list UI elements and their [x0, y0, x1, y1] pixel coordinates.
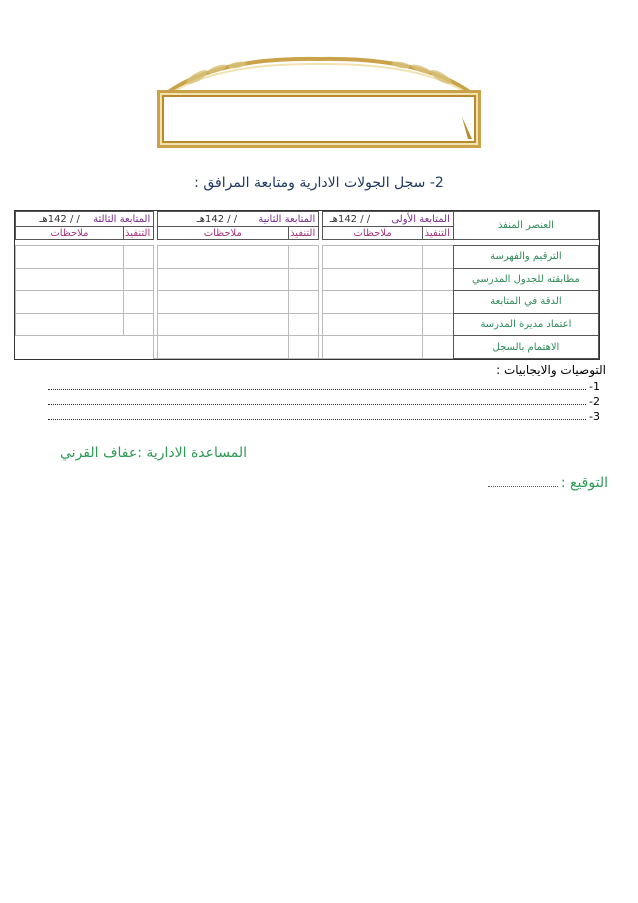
quill-icon [460, 115, 474, 141]
table-row: الاهتمام بالسجل [16, 336, 599, 359]
table-row: مطابقته للجدول المدرسي [16, 268, 599, 291]
visit-3-header: المتابعة الثالثة / / 142هـ [16, 212, 154, 227]
recommendation-line[interactable]: 2- [48, 394, 600, 408]
notes-header: ملاحظات [157, 227, 288, 240]
recommendations-title: التوصيات والايجابيات : [496, 363, 606, 377]
tours-table [14, 210, 600, 360]
visit-1-header: المتابعة الأولى / / 142هـ [322, 212, 453, 227]
notes-header: ملاحظات [322, 227, 423, 240]
table-row: اعتماد مديرة المدرسة [16, 313, 599, 336]
assistant-name: المساعدة الادارية :عفاف القرني [60, 445, 248, 461]
signature-field[interactable]: التوقيع : [488, 475, 608, 491]
notes-header: ملاحظات [16, 227, 124, 240]
recommendation-line[interactable]: 3- [48, 409, 600, 423]
element-header: العنصر المنفذ [453, 212, 598, 240]
exec-header: التنفيذ [123, 227, 153, 240]
table-row: الترقيم والفهرسة [16, 246, 599, 269]
ornament-leaves-icon [157, 55, 481, 95]
visit-2-header: المتابعة الثانية / / 142هـ [157, 212, 319, 227]
ornamental-frame [157, 90, 481, 148]
exec-header: التنفيذ [288, 227, 318, 240]
table-row: الدقة في المتابعة [16, 291, 599, 314]
page-title: 2- سجل الجولات الادارية ومتابعة المرافق : [194, 175, 444, 191]
exec-header: التنفيذ [423, 227, 453, 240]
recommendation-line[interactable]: 1- [48, 379, 600, 393]
